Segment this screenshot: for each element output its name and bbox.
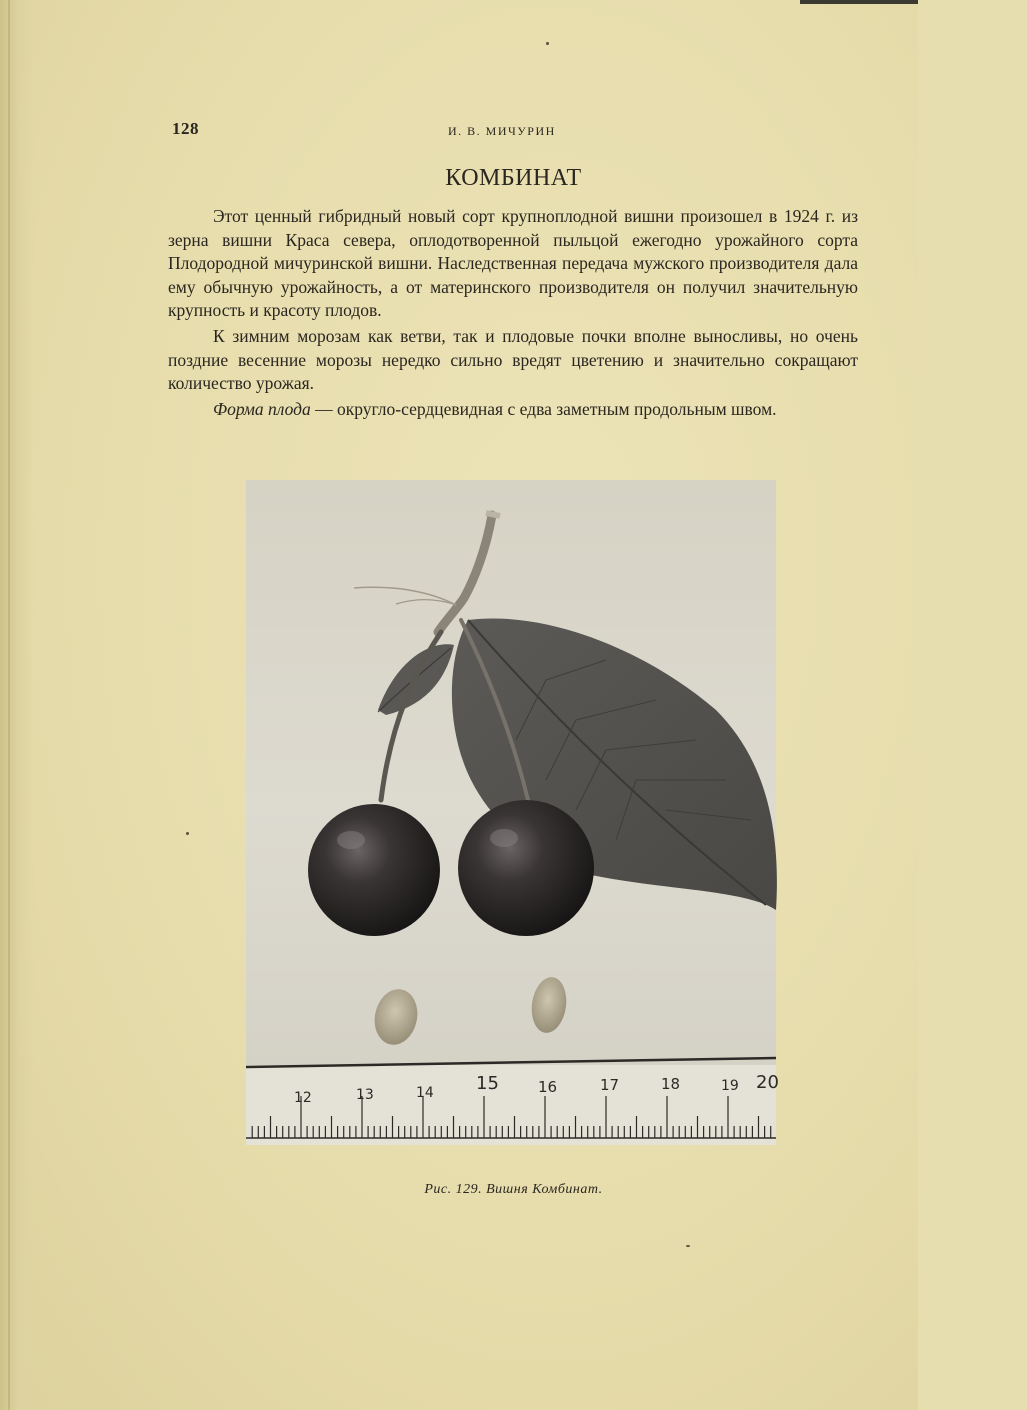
fruit-shape-label: Форма плода	[213, 398, 311, 419]
ruler-label-15: 15	[476, 1073, 499, 1094]
spine-line	[8, 0, 10, 1410]
cherry-pit-right	[528, 975, 569, 1035]
main-stalk	[438, 515, 492, 632]
page-number: 128	[172, 119, 199, 138]
cherry-pit-left	[370, 985, 423, 1049]
ruler-label-19: 19	[721, 1078, 739, 1094]
cherry-photo-drawing	[246, 480, 779, 1140]
running-head: И. В. МИЧУРИН	[448, 124, 556, 138]
paragraph-origin: Этот ценный гибридный новый сорт крупноплодной вишни произошел в 1924 г. из зерна вишни Краса севера, оплодотворенной пыльцой ежегодно урожайного сорта Плодородной мичуринской вишни. Наследственная передача мужского производителя дала ему обычную урожайность, а от материнского производителя он получил значительную крупность и красоту плодов.	[168, 206, 858, 321]
page-spine-shadow	[0, 0, 34, 1410]
page-top-edge	[800, 0, 918, 4]
cherry-right	[458, 800, 594, 936]
ruler-label-12: 12	[294, 1090, 312, 1106]
paragraph-fruit-shape	[168, 398, 858, 422]
article-body	[168, 205, 858, 421]
ruler-label-18: 18	[661, 1075, 681, 1093]
cherry-photo	[246, 480, 779, 1140]
article-title: КОМБИНАТ	[445, 165, 582, 191]
fruit-shape-text: — округло-сердцевидная с едва заметным продольным швом.	[310, 398, 777, 419]
paper-speck	[546, 42, 549, 45]
figure-caption: Рис. 129. Вишня Комбинат.	[424, 1182, 603, 1197]
paper-speck	[686, 1245, 690, 1247]
ruler-label-13: 13	[356, 1087, 374, 1103]
ruler-label-16: 16	[538, 1078, 558, 1096]
cherry-left	[308, 804, 440, 936]
paper-speck	[186, 832, 189, 835]
ruler-label-14: 14	[416, 1085, 434, 1101]
ruler-label-20: 20	[756, 1072, 779, 1093]
ruler-label-17: 17	[600, 1076, 620, 1094]
paragraph-frost: К зимним морозам как ветви, так и плодовые почки вполне выносливы, но очень поздние весенние морозы нередко сильно вредят цветению и значительно сокращают количество урожая.	[168, 325, 858, 394]
